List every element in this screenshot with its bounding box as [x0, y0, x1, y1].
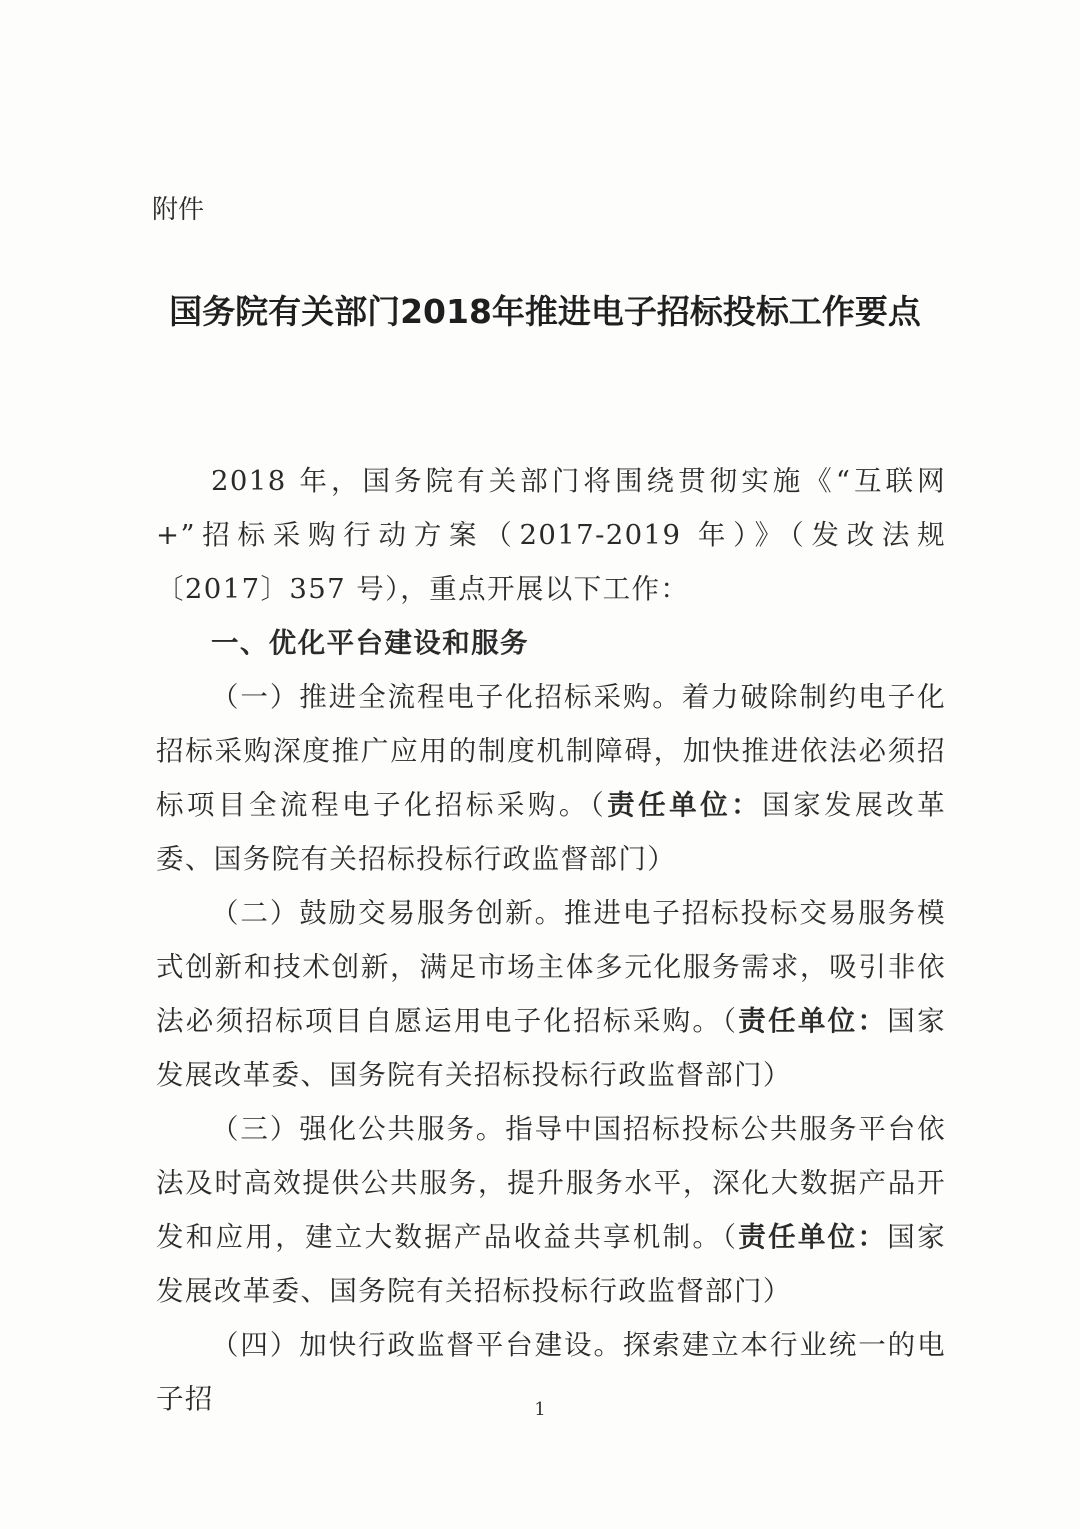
page-number: 1: [534, 1399, 546, 1420]
responsibility-label: 责任单位：: [738, 1221, 888, 1253]
document-body: [156, 454, 946, 1426]
list-item: [156, 1318, 946, 1426]
section-heading: 一、优化平台建设和服务: [211, 627, 529, 659]
item-text: （二）鼓励交易服务创新。推进电子招标投标交易服务模式创新和技术创新，满足市场主体多元化服务需求，吸引非依法必须招标项目自愿运用电子化招标采购。（: [156, 897, 946, 1037]
attachment-label: 附件: [152, 195, 205, 225]
item-text: （三）强化公共服务。指导中国招标投标公共服务平台依法及时高效提供公共服务，提升服务水平，深化大数据产品开发和应用，建立大数据产品收益共享机制。（: [156, 1113, 946, 1253]
responsibility-text: 国家发展改革委、国务院有关招标投标行政监督部门）: [156, 789, 946, 875]
intro-paragraph: 2018 年，国务院有关部门将围绕贯彻实施《“互联网+”招标采购行动方案（2017-2019 年）》（发改法规〔2017〕357 号），重点开展以下工作：: [156, 465, 946, 605]
list-item: [156, 886, 946, 1102]
responsibility-text: 国家发展改革委、国务院有关招标投标行政监督部门）: [156, 1221, 946, 1307]
item-text: （一）推进全流程电子化招标采购。着力破除制约电子化招标采购深度推广应用的制度机制障碍，加快推进依法必须招标项目全流程电子化招标采购。（: [156, 681, 946, 821]
item-text: （四）加快行政监督平台建设。探索建立本行业统一的电子招: [156, 1329, 946, 1415]
responsibility-text: 国家发展改革委、国务院有关招标投标行政监督部门）: [156, 1005, 946, 1091]
document-title: 国务院有关部门2018年推进电子招标投标工作要点: [169, 292, 921, 331]
list-item: [156, 670, 946, 886]
responsibility-label: 责任单位：: [738, 1005, 888, 1037]
responsibility-label: 责任单位：: [607, 789, 763, 821]
list-item: [156, 1102, 946, 1318]
